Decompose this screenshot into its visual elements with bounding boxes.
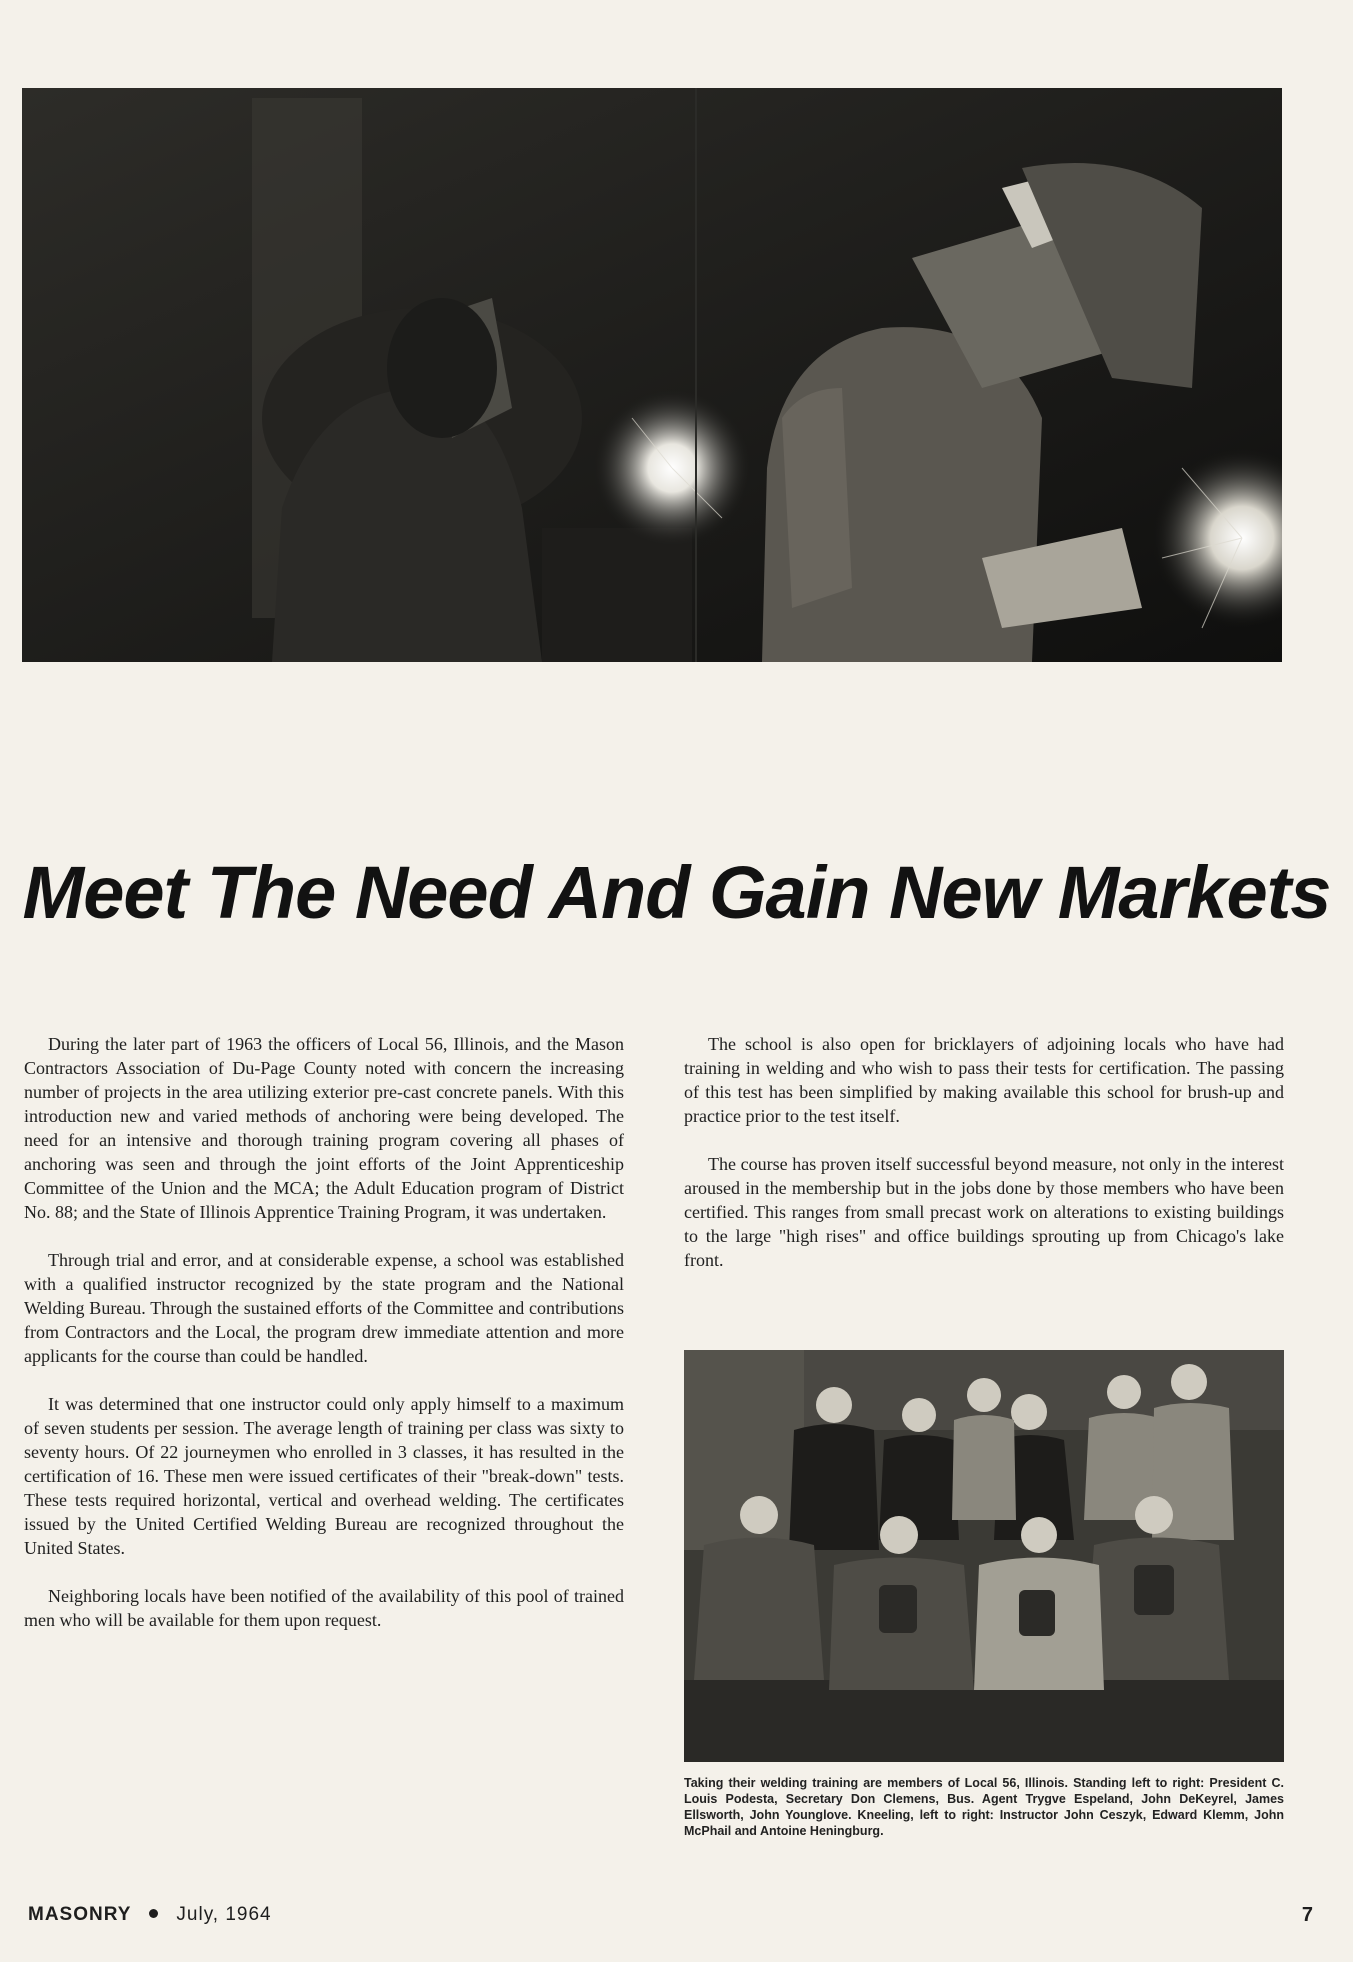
bullet-icon bbox=[149, 1909, 158, 1918]
paragraph: Through trial and error, and at considerable expense, a school was established with a qualified instructor recognized by the state program and the National Welding Bureau. Through the sustained efforts of the Committee and contributions from Contractors and the Local, the program drew immediate attention and more applicants for the course than could be handled. bbox=[24, 1250, 624, 1366]
page-number: 7 bbox=[1301, 1904, 1313, 1926]
magazine-name: MASONRY bbox=[28, 1904, 132, 1925]
article-title: Meet The Need And Gain New Markets bbox=[22, 850, 1331, 934]
left-column bbox=[24, 1032, 624, 1656]
page-footer bbox=[28, 1904, 1313, 1934]
group-photo-illustration bbox=[684, 1350, 1284, 1762]
photo-seam bbox=[695, 88, 697, 662]
group-photo bbox=[684, 1350, 1284, 1762]
paragraph: Neighboring locals have been notified of the availability of this pool of trained men who will be available for them upon request. bbox=[24, 1586, 624, 1630]
paragraph: It was determined that one instructor could only apply himself to a maximum of seven students per session. The average length of training per class was sixty to seventy hours. Of 22 journeymen who enrolled in 3 classes, it has resulted in the certification of 16. These men were issued certificates of their "break-down" tests. These tests required horizontal, vertical and overhead welding. The certificates issued by the United Certified Welding Bureau are recognized throughout the United States. bbox=[24, 1394, 624, 1558]
paragraph: The school is also open for bricklayers of adjoining locals who have had training in welding and who wish to pass their tests for certification. The passing of this test has been simplified by making available this school for brush-up and practice prior to the test itself. bbox=[684, 1034, 1284, 1126]
issue-date: July, 1964 bbox=[176, 1904, 272, 1925]
welders-photo-illustration bbox=[22, 88, 1282, 662]
right-column bbox=[684, 1032, 1284, 1296]
paragraph: During the later part of 1963 the officers of Local 56, Illinois, and the Mason Contractors Association of Du-Page County noted with concern the increasing number of projects in the area utilizing exterior pre-cast concrete panels. With this introduction new and varied methods of anchoring were being developed. The need for an intensive and thorough training program covering all phases of anchoring was seen and through the joint efforts of the Joint Apprenticeship Committee of the Union and the MCA; the Adult Education program of District No. 88; and the State of Illinois Apprentice Training Program, it was undertaken. bbox=[24, 1034, 624, 1222]
photo-caption: Taking their welding training are members of Local 56, Illinois. Standing left to right: President C. Louis Podesta, Secretary Don Clemens, Bus. Agent Trygve Espeland, John DeKeyrel, James Ellsworth, John Younglove. Kneeling, left to right: Instructor John Ceszyk, Edward Klemm, John McPhail and Antoine Heningburg. bbox=[684, 1776, 1284, 1838]
paragraph: The course has proven itself successful beyond measure, not only in the interest aroused in the membership but in the jobs done by those members who have been certified. This ranges from small precast work on alterations to existing buildings to the large "high rises" and office buildings sprouting up from Chicago's lake front. bbox=[684, 1154, 1284, 1270]
welders-photo bbox=[22, 88, 1282, 662]
